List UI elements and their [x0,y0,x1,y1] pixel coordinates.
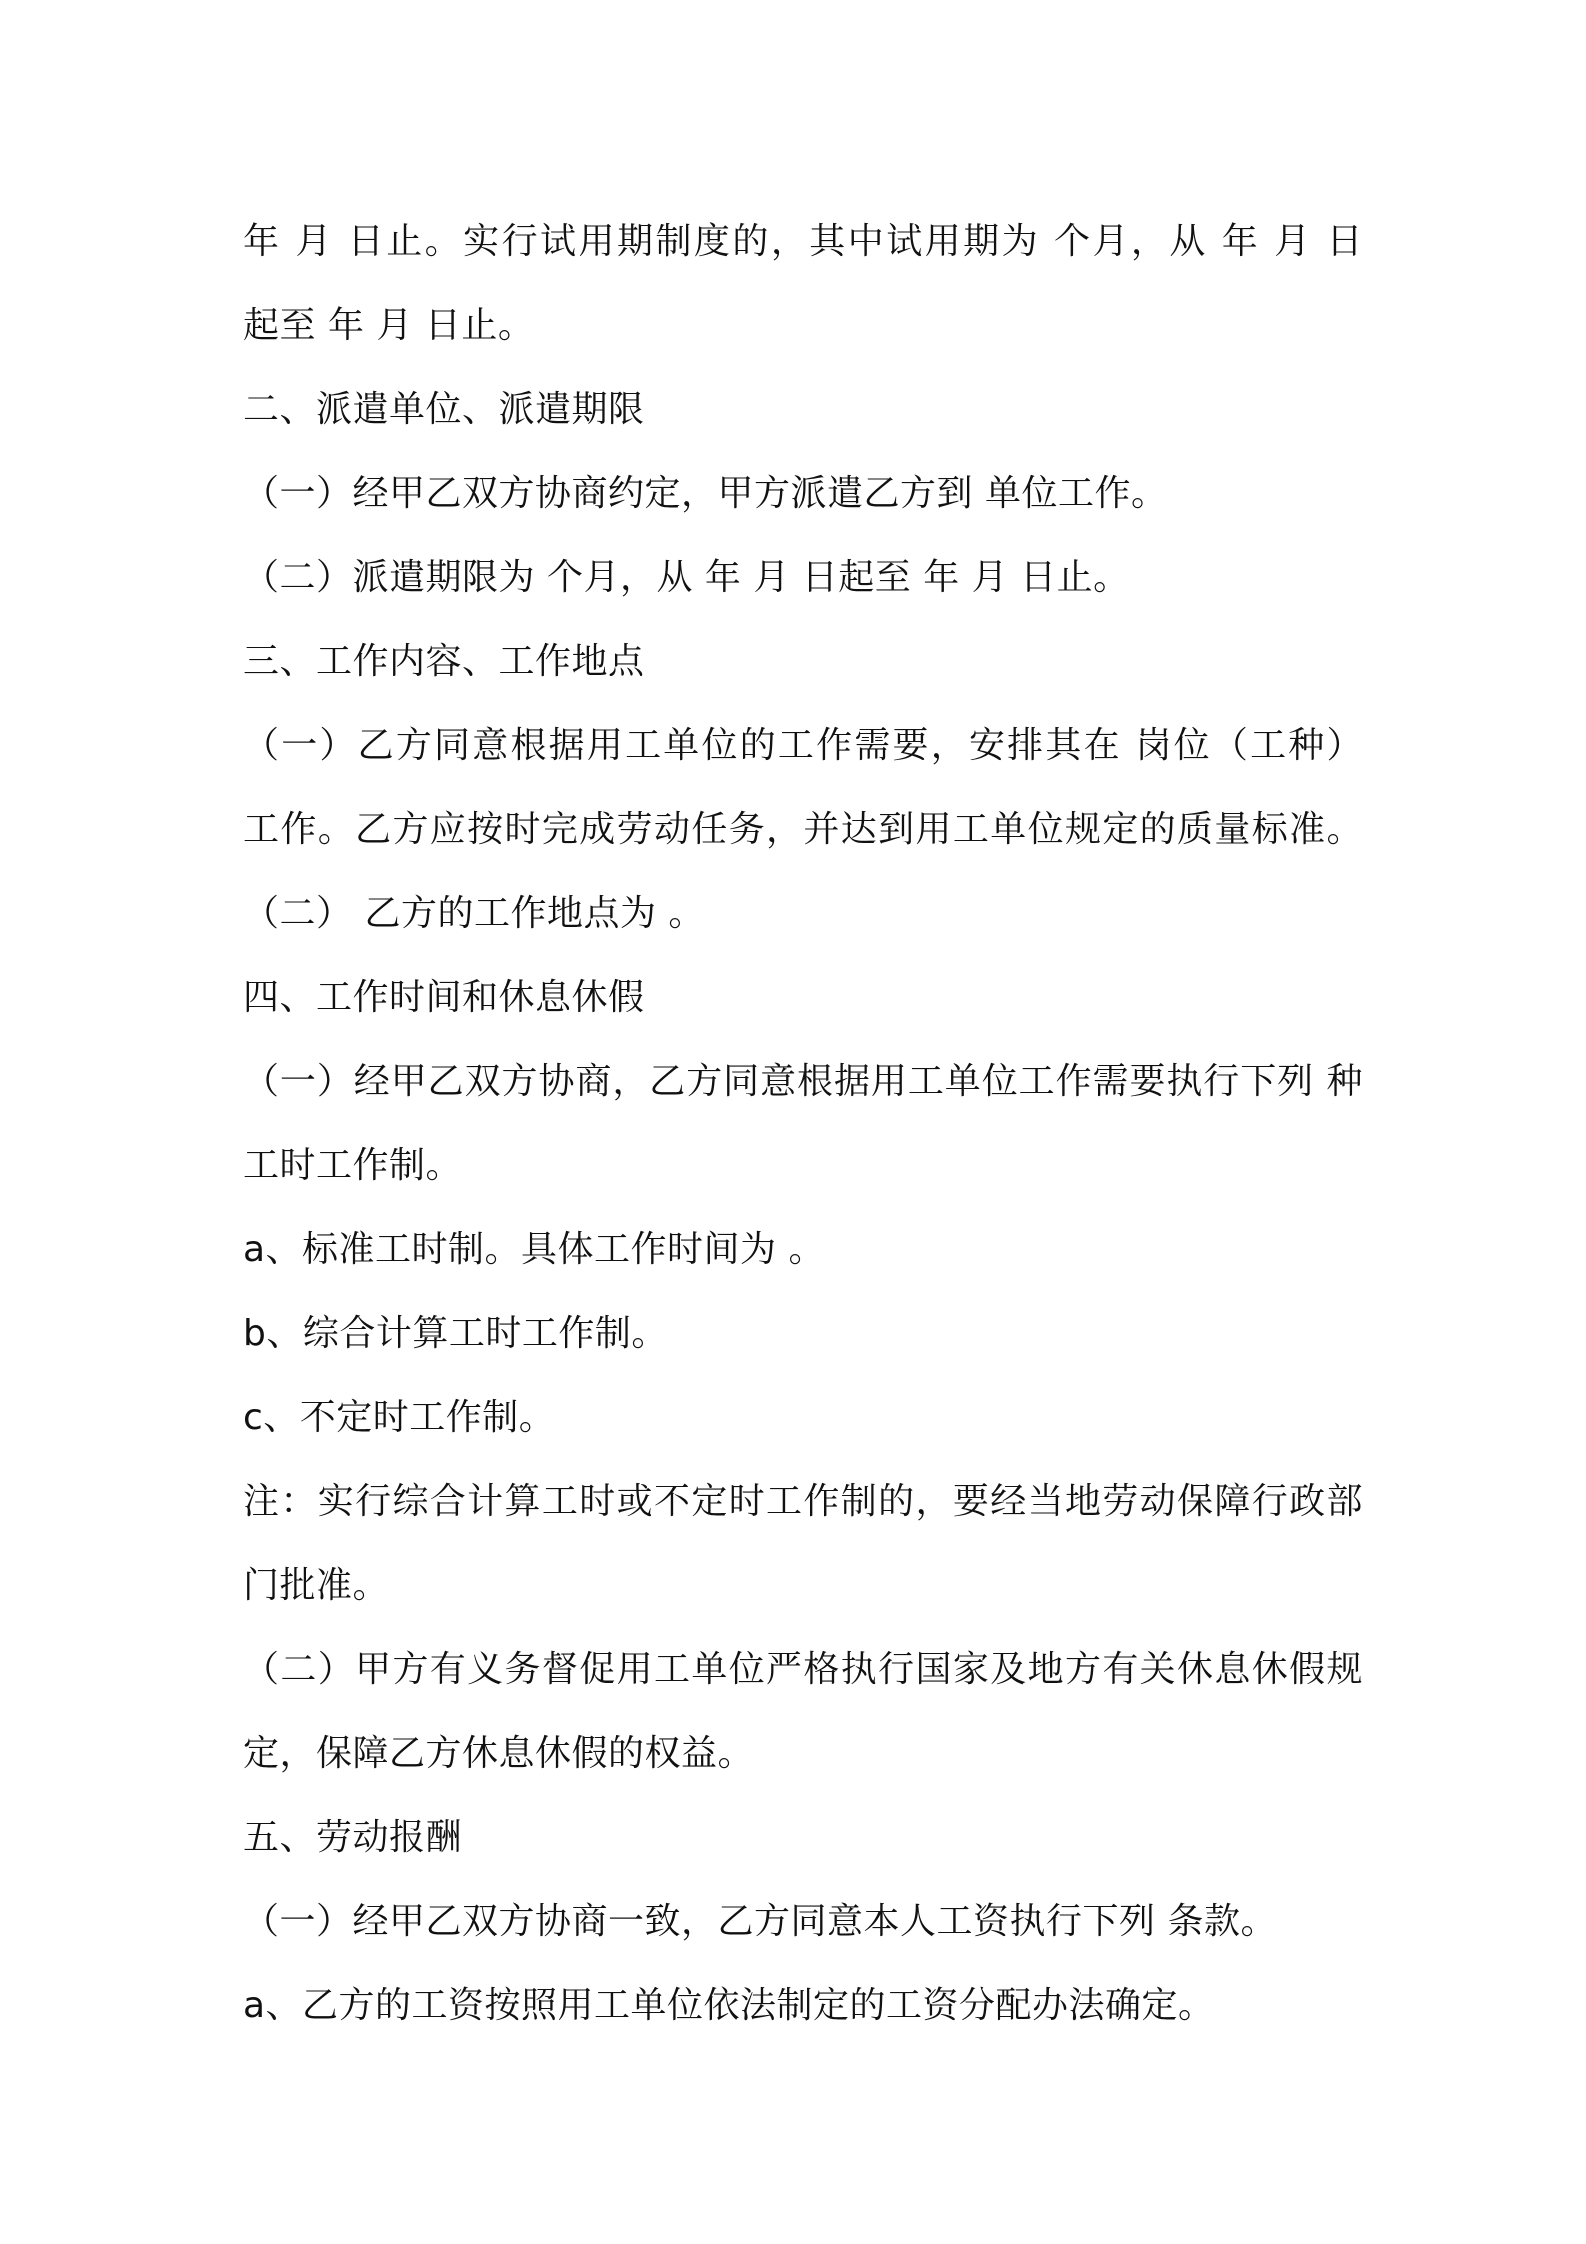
text-line: （二）派遣期限为 个月，从 年 月 日起至 年 月 日止。 [243,557,1130,598]
note-line: 注：实行综合计算工时或不定时工作制的，要经当地劳动保障行政部 [243,1481,1363,1522]
document-page [243,200,1363,2048]
section-heading: 五、劳动报酬 [243,1817,463,1858]
text-line: b、综合计算工时工作制。 [243,1313,668,1354]
text-line: 起至 年 月 日止。 [243,305,535,346]
text-line: （一）乙方同意根据用工单位的工作需要，安排其在 岗位（工种） [243,725,1363,766]
text-line: a、标准工时制。具体工作时间为 。 [243,1229,826,1270]
text-line: （二） 乙方的工作地点为 。 [243,893,705,934]
text-line: a、乙方的工资按照用工单位依法制定的工资分配办法确定。 [243,1985,1215,2026]
section-heading: 四、工作时间和休息休假 [243,977,645,1018]
text-line: （一）经甲乙双方协商约定，甲方派遣乙方到 单位工作。 [243,473,1168,514]
section-heading: 三、工作内容、工作地点 [243,641,645,682]
text-line: （一）经甲乙双方协商，乙方同意根据用工单位工作需要执行下列 种 [243,1061,1363,1102]
text-line: （一）经甲乙双方协商一致，乙方同意本人工资执行下列 条款。 [243,1901,1277,1942]
text-line: 年 月 日止。实行试用期制度的，其中试用期为 个月，从 年 月 日 [243,221,1363,262]
text-line: 工作。乙方应按时完成劳动任务，并达到用工单位规定的质量标准。 [243,809,1363,850]
text-line: （二）甲方有义务督促用工单位严格执行国家及地方有关休息休假规 [243,1649,1363,1690]
text-line: c、不定时工作制。 [243,1397,556,1438]
section-heading: 二、派遣单位、派遣期限 [243,389,645,430]
text-line: 工时工作制。 [243,1145,463,1186]
text-line: 定，保障乙方休息休假的权益。 [243,1733,755,1774]
note-line: 门批准。 [243,1565,390,1606]
